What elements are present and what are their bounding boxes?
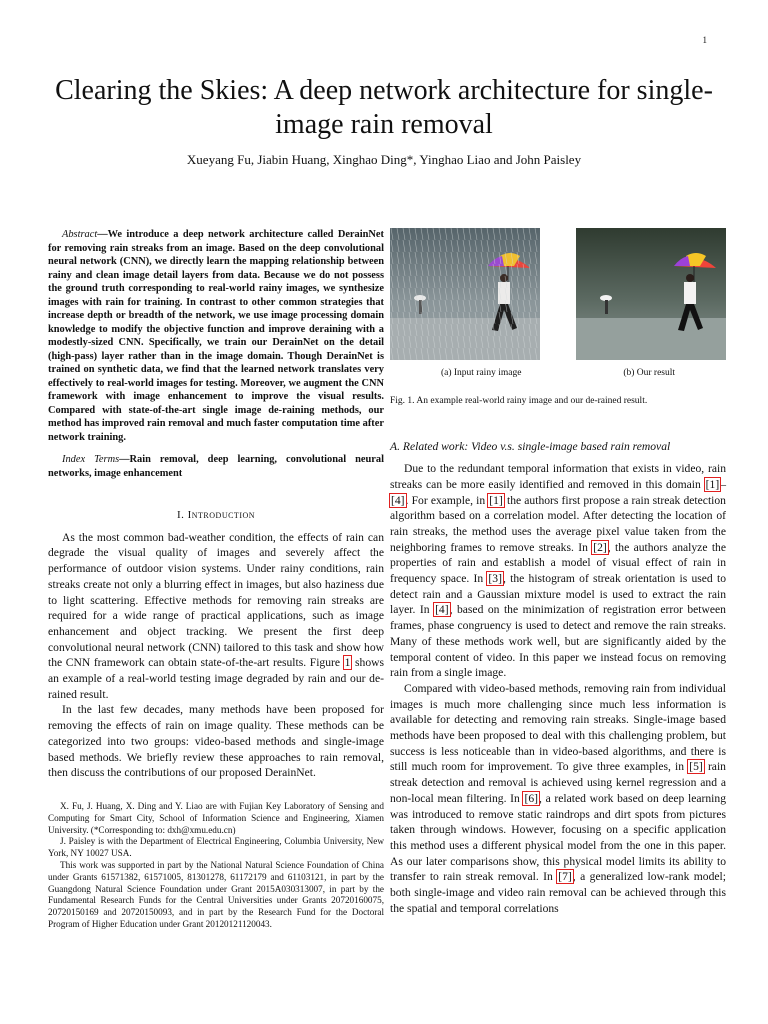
- figure-caption: Fig. 1. An example real-world rainy image and our de-rained result.: [390, 395, 648, 406]
- section-heading-introduction: I. Introduction: [176, 509, 256, 521]
- related-text: , based on the minimization of registration error between frames, phase congruency is used to detect and remove the rain streaks. Many of these methods work well, but are significantly aided by the temporal content of video. In this paper we instead focus on removing rain from a single image.: [390, 603, 726, 680]
- citation-link[interactable]: [1]: [705, 477, 720, 491]
- intro-text: As the most common bad-weather condition, the effects of rain can degrade the visual quality of images and severely affect the performance of outdoor vision systems. Under rainy conditions, rain streaks create not only a blurring effect in images, but also haziness due to light scattering. Effective methods for removing rain streaks are required for a wide range of practical applications, such as image enhancement and object tracking. We present the first deep convolutional neural network (CNN) tailored to this task and show how the CNN framework can obtain state-of-the-art results. Figure: [48, 530, 384, 670]
- citation-link[interactable]: [7]: [558, 870, 572, 884]
- index-terms: [48, 453, 384, 480]
- abstract: [48, 228, 384, 444]
- footnotes: [48, 801, 384, 931]
- related-text: , the histogram of streak orientation is used to detect rain and a Gaussian mixture model is used to extract the rain layer. In: [390, 572, 726, 617]
- related-text: –: [720, 477, 726, 491]
- citation-link[interactable]: [1]: [489, 493, 503, 507]
- index-terms-text: —Rain removal, deep learning, convolutional neural networks, image enhancement: [48, 454, 384, 479]
- subsection-heading-related-work: A. Related work: Video v.s. single-image based rain removal: [390, 440, 671, 454]
- intro-paragraph-2: In the last few decades, many methods have been proposed for removing the effects of rain on image quality. These methods can be categorized into two groups: video-based methods and single-image based methods. We briefly review these approaches to rain removal, then discuss the contributions of our proposed DerainNet.: [48, 703, 384, 780]
- citation-link[interactable]: [4]: [391, 493, 405, 507]
- subcaption-b: (b) Our result: [623, 368, 676, 378]
- related-text: Compared with video-based methods, removing rain from individual images is much more challenging since much less information is available for detecting and removing rain streaks. Single-image based methods have been proposed to deal with this challenging problem, but success is less noticeable than in video-based algorithms, and there is still much room for improvement. To give three examples, in: [390, 681, 726, 774]
- figure-ref-link[interactable]: 1: [344, 656, 351, 670]
- related-text: , the authors analyze the properties of rain and establish a model of visual effect of rain in frequency space. In: [390, 540, 726, 586]
- derained-result-image: [576, 228, 726, 360]
- related-text: , a related work based on deep learning was introduced to remove static raindrops and dirt spots from pictures taken through windows. However, focusing on a specific application this method uses a different physical model from the one in this paper. As our later comparisons show, this physical model limits its ability to transfer to rain streak removal. In: [390, 791, 726, 884]
- related-text: rain streak detection and removal is achieved using kernel regression and a non-local mean filtering. In: [390, 760, 726, 805]
- rainy-input-image: [390, 228, 540, 360]
- right-column: [390, 228, 726, 917]
- citation-link[interactable]: [3]: [488, 572, 502, 586]
- footnote-affiliation: X. Fu, J. Huang, X. Ding and Y. Liao are with Fujian Key Laboratory of Sensing and Computing for Smart City, School of Information Science and Engineering, Xiamen University. (*Corresponding to: dxh@xmu.edu.cn): [48, 800, 384, 835]
- author-list: Xueyang Fu, Jiabin Huang, Xinghao Ding*, Yinghao Liao and John Paisley: [186, 152, 582, 167]
- related-paragraph-1: [390, 461, 726, 681]
- index-terms-lead-in: Index Terms: [62, 454, 120, 465]
- footnote-funding: This work was supported in part by the National Natural Science Foundation of China under Grants 61571382, 61571005, 81301278, 61172179 and 61103121, in part by the Guangdong Natural Science Foundation under Grant 2015A030313007, in part by the Fundamental Research Funds for the Central Universities under Grants 20720160075, 20720150169 and 20720150093, and in part by the Research Fund for the Doctoral Program of Higher Education under Grant 20120121120043.: [48, 859, 384, 929]
- intro-text: shows an example of a real-world testing image degraded by rain and our de-rained result.: [48, 656, 385, 701]
- intro-paragraph-1: [48, 530, 384, 703]
- abstract-text: —We introduce a deep network architecture called DerainNet for removing rain streaks from an image. Based on the deep convolutional neural network (CNN), we directly learn the mapping relationship between rainy and clean image detail layers from data. Because we do not possess the ground truth corresponding to real-world rainy images, we synthesize images with rain for training. In contrast to other common strategies that increase depth or breadth of the network, we use image processing domain knowledge to modify the objective function and improve deraining with a modestly-sized CNN. Specifically, we train our DerainNet on the detail (high-pass) layer rather than in the image domain. Though DerainNet is trained on synthetic data, we find that the learned network translates very effectively to real-world images for testing. Moreover, we augment the CNN framework with image enhancement to improve the visual results. Compared with state-of-the-art single image de-raining methods, our method has improved rain removal and much faster computation time after network training.: [48, 229, 384, 443]
- page-number: 1: [702, 35, 707, 45]
- related-text: the authors first propose a rain streak detection algorithm based on a correlation model. After detecting the location of rain streaks, the method uses the average pixel value taken from the neighboring frames to remove streaks. In: [390, 493, 726, 554]
- citation-link[interactable]: [5]: [689, 760, 703, 774]
- related-paragraph-2: [390, 681, 726, 917]
- left-column: [48, 228, 384, 931]
- citation-link[interactable]: [2]: [593, 540, 607, 554]
- abstract-lead-in: Abstract: [62, 229, 98, 240]
- citation-link[interactable]: [4]: [435, 603, 449, 617]
- figure-1: [390, 228, 726, 409]
- subcaption-a: (a) Input rainy image: [440, 368, 522, 378]
- related-text: . For example, in: [405, 493, 489, 507]
- paper-title: Clearing the Skies: A deep network architecture for single-image rain removal: [55, 75, 713, 140]
- related-text: , a generalized low-rank model; both single-image and video rain removal can be achieved through this the spatial and temporal correlations: [390, 870, 726, 915]
- related-text: Due to the redundant temporal information that exists in video, rain streaks can be more easily identified and removed in this domain: [390, 462, 726, 491]
- footnote-paisley: J. Paisley is with the Department of Electrical Engineering, Columbia University, New York, NY 10027 USA.: [48, 836, 384, 859]
- citation-link[interactable]: [6]: [524, 791, 539, 805]
